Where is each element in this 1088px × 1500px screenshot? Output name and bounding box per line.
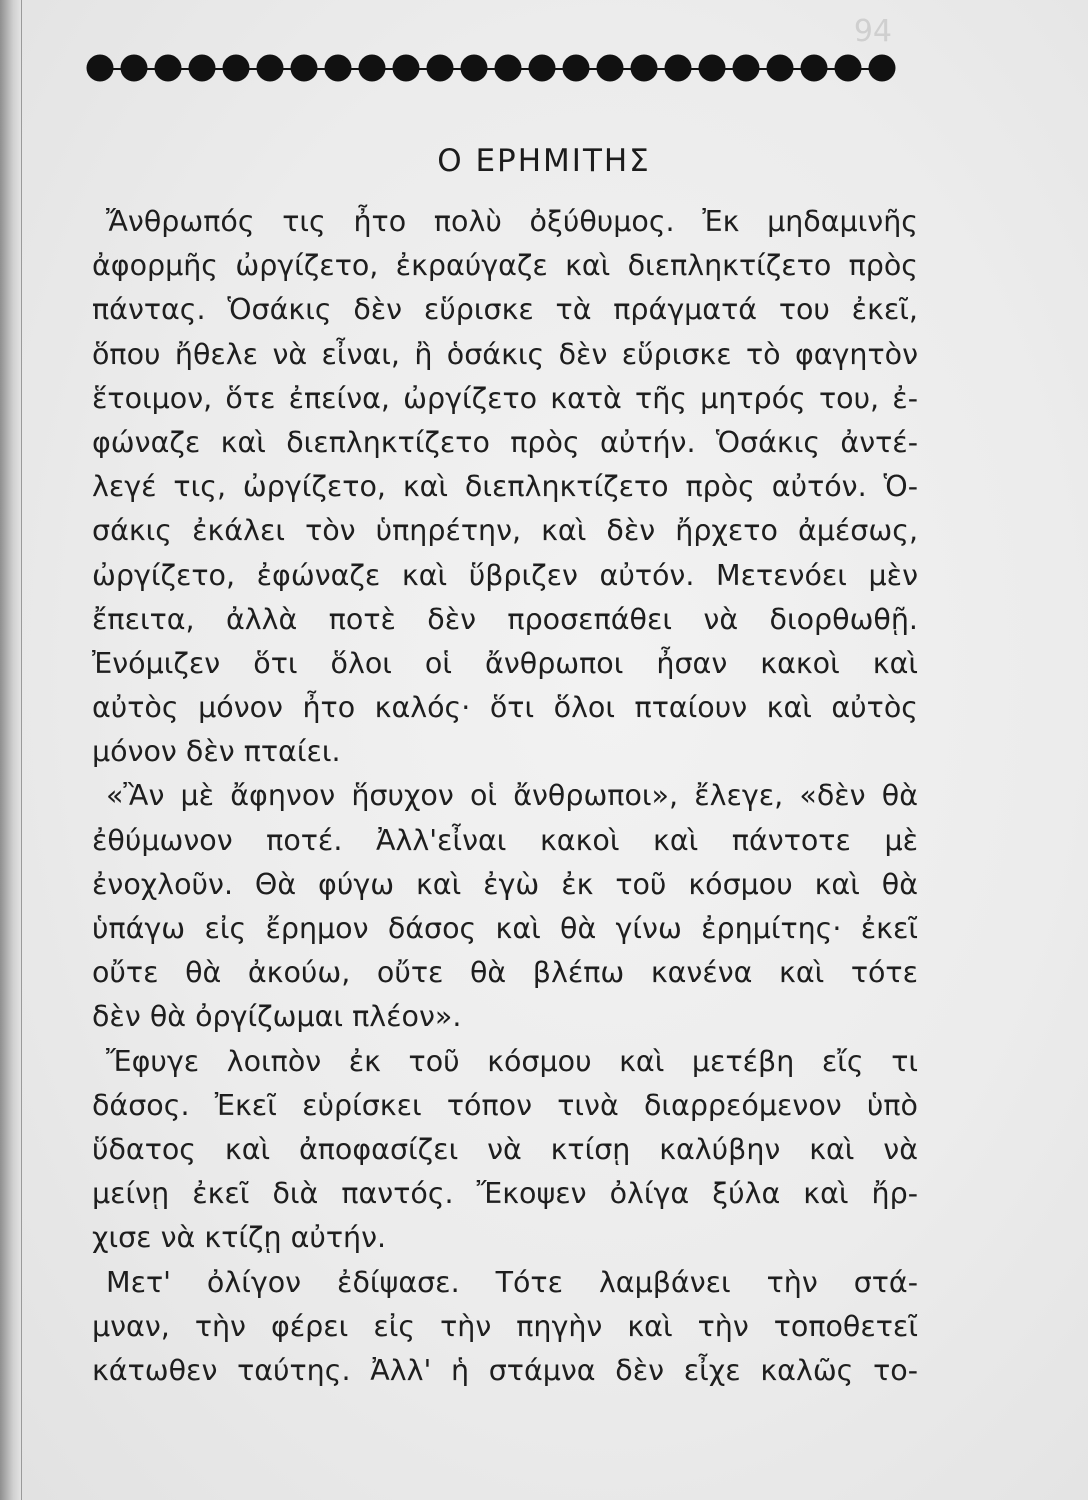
text-line: δὲν θὰ ὀργίζωμαι πλέον». <box>92 1000 462 1034</box>
text-line: ἔπειτα, ἀλλὰ ποτὲ δὲν προσεπάθει νὰ διορθωθῇ. <box>92 602 918 636</box>
text-line: μόνον δὲν πταίει. <box>92 735 341 769</box>
text-line: ἀφορμῆς ὠργίζετο, ἐκραύγαζε καὶ διεπληκτίζετο πρὸς <box>92 249 918 283</box>
text-line: λεγέ τις, ὠργίζετο, καὶ διεπληκτίζετο πρὸς αὐτόν. Ὁ- <box>92 470 918 504</box>
text-line: Μετ' ὀλίγον ἐδίψασε. Τότε λαμβάνει τὴν στά- <box>106 1265 918 1299</box>
text-line: ὕδατος καὶ ἀποφασίζει νὰ κτίσῃ καλύβην καὶ νὰ <box>92 1132 918 1166</box>
text-line: «Ἂν μὲ ἄφηνον ἥσυχον οἱ ἄνθρωποι», ἔλεγε, «δὲν θὰ <box>106 779 918 813</box>
text-line: δάσος. Ἐκεῖ εὑρίσκει τόπον τινὰ διαρρεόμενον ὑπὸ <box>92 1088 918 1122</box>
paragraph <box>92 1040 918 1261</box>
text-line: ἐθύμωνον ποτέ. Ἀλλ'εἶναι κακοὶ καὶ πάντοτε μὲ <box>92 823 918 857</box>
ornament-dot <box>325 55 352 82</box>
ornament-dot <box>665 55 692 82</box>
ornament-dot <box>495 55 522 82</box>
ornament-dot <box>733 55 760 82</box>
ornament-dot <box>291 55 318 82</box>
text-line: Ἐνόμιζεν ὅτι ὅλοι οἱ ἄνθρωποι ἦσαν κακοὶ καὶ <box>92 646 918 680</box>
text-line: κάτωθεν ταύτης. Ἀλλ' ἡ στάμνα δὲν εἶχε καλῶς το- <box>92 1353 918 1387</box>
text-line: πάντας. Ὁσάκις δὲν εὕρισκε τὰ πράγματά του ἐκεῖ, <box>92 293 918 327</box>
text-line: Ἔφυγε λοιπὸν ἐκ τοῦ κόσμου καὶ μετέβη εἴς τι <box>106 1044 918 1078</box>
page-title: Ο ΕΡΗΜΙΤΗΣ <box>437 143 651 179</box>
book-binding-edge <box>0 0 22 1500</box>
text-line: ὅπου ἤθελε νὰ εἶναι, ἢ ὁσάκις δὲν εὕρισκε τὸ φαγητὸν <box>92 337 918 371</box>
text-line: οὔτε θὰ ἀκούω, οὔτε θὰ βλέπω κανένα καὶ τότε <box>92 956 918 990</box>
ornament-dot <box>359 55 386 82</box>
page-number: 94 <box>853 14 892 49</box>
ornament-dot <box>223 55 250 82</box>
ornament-dot <box>563 55 590 82</box>
ornament-dot <box>801 55 828 82</box>
ornament-dot <box>631 55 658 82</box>
text-line: ὠργίζετο, ἐφώναζε καὶ ὕβριζεν αὐτόν. Μετενόει μὲν <box>92 558 918 592</box>
text-line: ἐνοχλοῦν. Θὰ φύγω καὶ ἐγὼ ἐκ τοῦ κόσμου καὶ θὰ <box>92 867 918 901</box>
ornament-dot <box>767 55 794 82</box>
text-line: αὐτὸς μόνον ἦτο καλός· ὅτι ὅλοι πταίουν καὶ αὐτὸς <box>92 691 918 725</box>
dotted-bead-border-icon <box>86 50 896 84</box>
ornament-dot <box>427 55 454 82</box>
text-line: Ἄνθρωπός τις ἦτο πολὺ ὀξύθυμος. Ἐκ μηδαμινῆς <box>106 205 918 238</box>
ornament-dot <box>257 55 284 82</box>
text-line: μναν, τὴν φέρει εἰς τὴν πηγὴν καὶ τὴν τοποθετεῖ <box>92 1309 918 1343</box>
text-line: σάκις ἐκάλει τὸν ὑπηρέτην, καὶ δὲν ἤρχετο ἀμέσως, <box>92 514 918 548</box>
ornament-dot <box>87 55 114 82</box>
ornament-dot <box>393 55 420 82</box>
text-line: ἕτοιμον, ὅτε ἐπείνα, ὠργίζετο κατὰ τῆς μητρός του, ἐ- <box>92 381 918 415</box>
text-line: φώναζε καὶ διεπληκτίζετο πρὸς αὐτήν. Ὁσάκις ἀντέ- <box>92 425 918 459</box>
text-line: ὑπάγω εἰς ἔρημον δάσος καὶ θὰ γίνω ἐρημίτης· ἐκεῖ <box>92 912 918 945</box>
ornament-dot <box>189 55 216 82</box>
ornament-dot <box>461 55 488 82</box>
text-line: μείνῃ ἐκεῖ διὰ παντός. Ἔκοψεν ὀλίγα ξύλα καὶ ἤρ- <box>92 1177 918 1211</box>
story-body <box>92 200 918 1393</box>
text-line: χισε νὰ κτίζῃ αὐτήν. <box>92 1221 387 1255</box>
ornament-dot <box>529 55 556 82</box>
ornament-dot <box>121 55 148 82</box>
paragraph <box>92 1261 918 1394</box>
paragraph <box>92 200 918 774</box>
ornament-dot <box>699 55 726 82</box>
ornament-dot <box>155 55 182 82</box>
ornament-dot <box>597 55 624 82</box>
ornament-dot <box>835 55 862 82</box>
ornament-dot <box>869 55 896 82</box>
paragraph <box>92 774 918 1039</box>
